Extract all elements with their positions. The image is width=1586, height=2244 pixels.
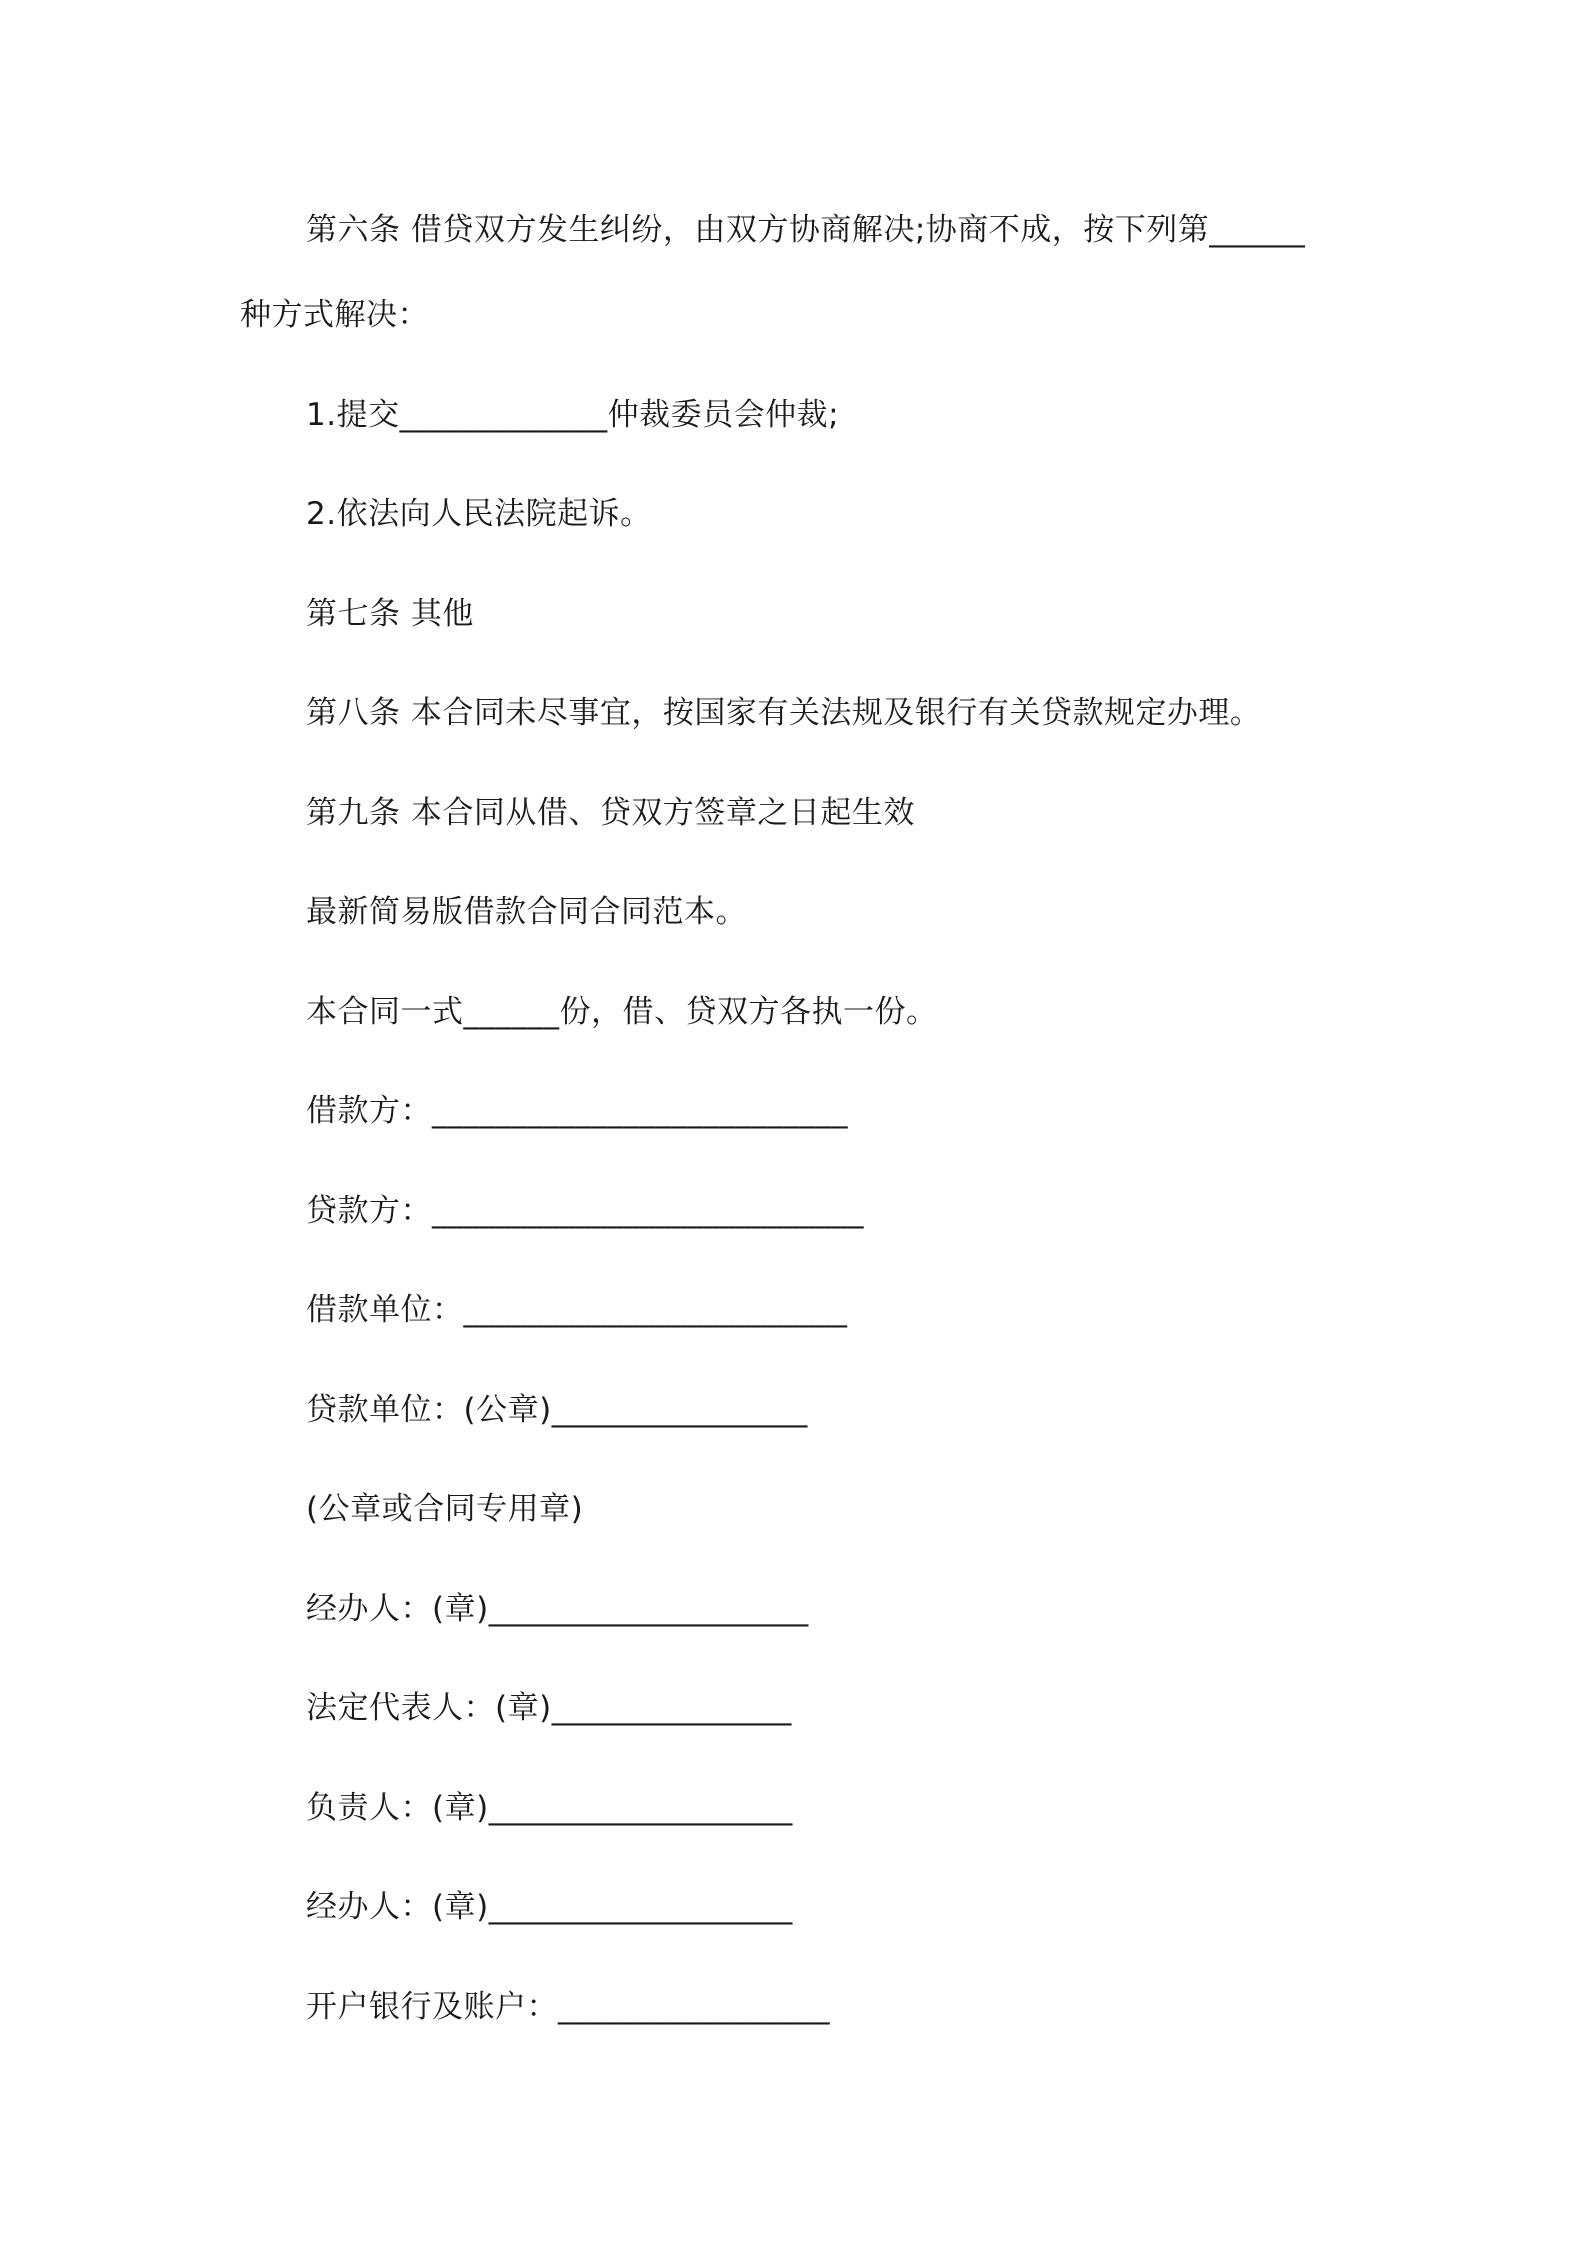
handler-field-1: 经办人：(章)____________________: [306, 1591, 809, 1627]
handler-field-2: 经办人：(章)___________________: [306, 1889, 793, 1925]
article-8-text: 第八条 本合同未尽事宜，按国家有关法规及银行有关贷款规定办理。: [306, 695, 1262, 731]
responsible-person-field: 负责人：(章)___________________: [306, 1790, 793, 1826]
borrowing-unit-field: 借款单位：________________________: [306, 1292, 848, 1328]
template-title: 最新简易版借款合同合同范本。: [306, 894, 747, 930]
copies-clause: 本合同一式______份，借、贷双方各执一份。: [306, 994, 938, 1030]
article-7-text: 第七条 其他: [306, 596, 474, 632]
lender-field: 贷款方：___________________________: [306, 1193, 864, 1229]
option-court: 2.依法向人民法院起诉。: [306, 496, 652, 532]
lending-unit-field: 贷款单位：(公章)________________: [306, 1392, 808, 1428]
borrower-field: 借款方：__________________________: [306, 1093, 848, 1129]
option-arbitration: 1.提交_____________仲裁委员会仲裁;: [306, 397, 840, 433]
article-6-continuation: 种方式解决：: [240, 297, 429, 333]
article-6-text: 第六条 借贷双方发生纠纷，由双方协商解决;协商不成，按下列第______: [306, 212, 1306, 248]
bank-account-field: 开户银行及账户：_________________: [306, 1989, 830, 2025]
legal-representative-field: 法定代表人：(章)_______________: [306, 1690, 792, 1726]
seal-note: (公章或合同专用章): [306, 1491, 584, 1527]
article-9-text: 第九条 本合同从借、贷双方签章之日起生效: [306, 795, 915, 831]
